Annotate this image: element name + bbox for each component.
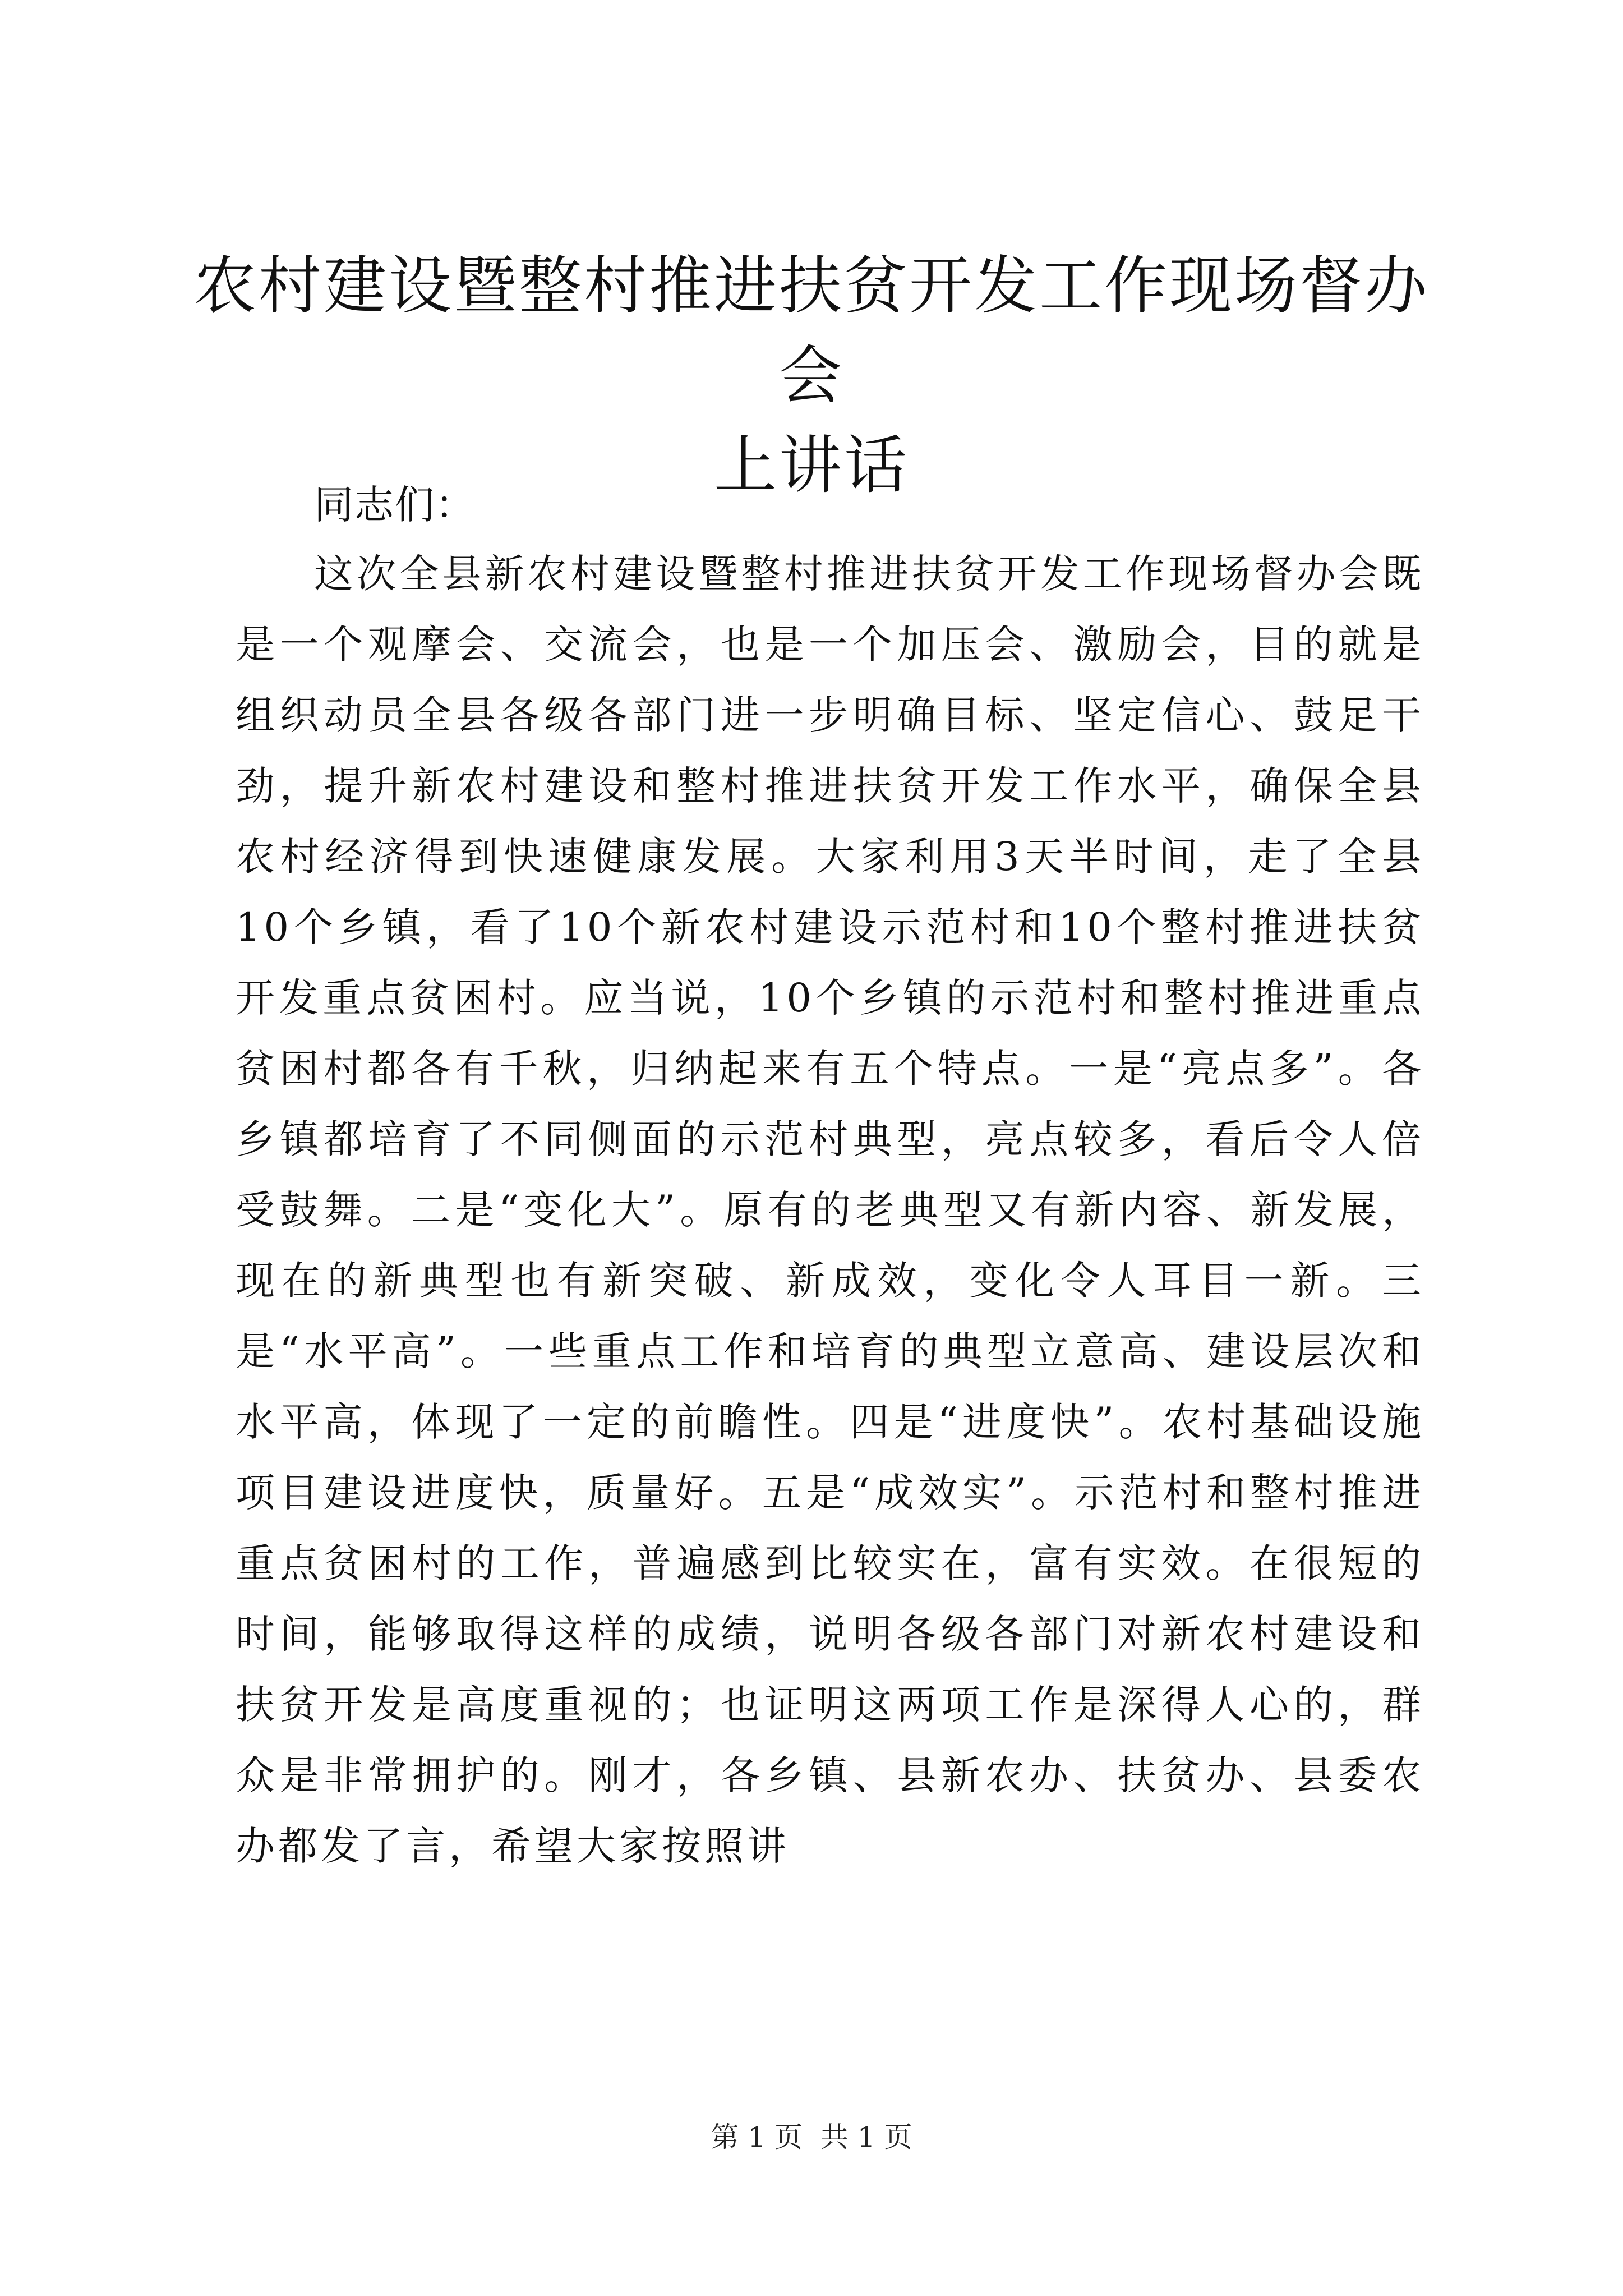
document-body [236,471,1424,1881]
title-line-2: 上讲话 [714,429,909,502]
page-number: 第 1 页 [711,2121,803,2154]
salutation: 同志们： [314,482,476,528]
paragraph: 这次全县新农村建设暨整村推进扶贫开发工作现场督办会既是一个观摩会、交流会，也是一个加压会、激励会，目的就是组织动员全县各级各部门进一步明确目标、坚定信心、鼓足干劲，提升新农村建设和整村推进扶贫开发工作水平，确保全县农村经济得到快速健康发展。大家利用3天半时间，走了全县10个乡镇，看了10个新农村建设示范村和10个整村推进扶贫开发重点贫困村。应当说，10个乡镇的示范村和整村推进重点贫困村都各有千秋，归纳起来有五个特点。一是“亮点多”。各乡镇都培育了不同侧面的示范村典型，亮点较多，看后令人倍受鼓舞。二是“变化大”。原有的老典型又有新内容、新发展，现在的新典型也有新突破、新成效，变化令人耳目一新。三是“水平高”。一些重点工作和培育的典型立意高、建设层次和水平高，体现了一定的前瞻性。四是“进度快”。农村基础设施项目建设进度快，质量好。五是“成效实”。示范村和整村推进重点贫困村的工作，普遍感到比较实在，富有实效。在很短的时间，能够取得这样的成绩，说明各级各部门对新农村建设和扶贫开发是高度重视的；也证明这两项工作是深得人心的，群众是非常拥护的。刚才，各乡镇、县新农办、扶贫办、县委农办都发了言，希望大家按照讲 [236,551,1424,1869]
page-footer [0,2120,1623,2154]
page-total: 共 1 页 [820,2121,912,2154]
document-title [185,241,1438,510]
title-line-1: 农村建设暨整村推进扶贫开发工作现场督办会 [193,250,1430,412]
